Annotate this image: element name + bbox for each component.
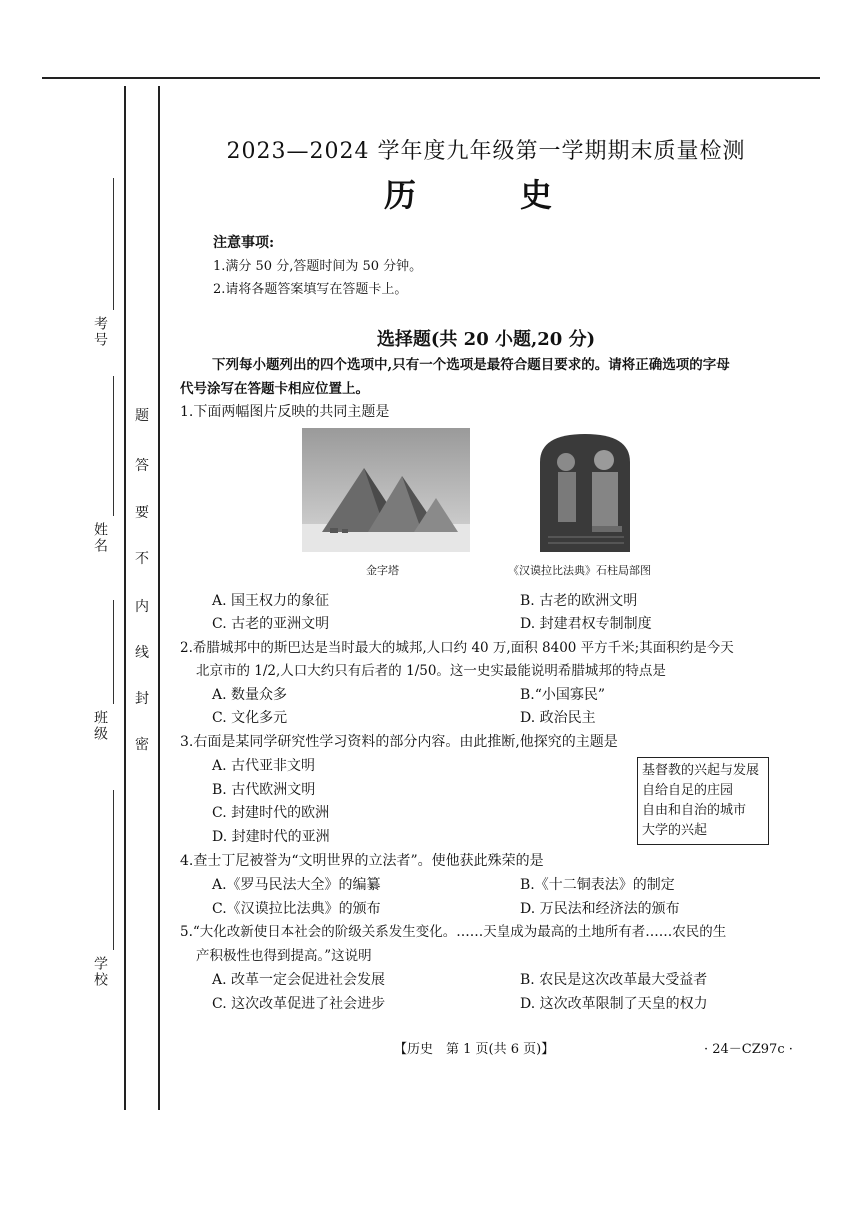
exam-number-line xyxy=(113,178,114,310)
option-b: B. 古代欧洲文明 xyxy=(212,782,316,798)
option-d: D. 封建时代的亚洲 xyxy=(212,829,330,845)
image-caption: 《汉谟拉比法典》石柱局部图 xyxy=(508,564,651,577)
question-stem: 2.希腊城邦中的斯巴达是当时最大的城邦,人口约 40 万,面积 8400 平方千米;其面积约是今天 xyxy=(180,640,734,656)
notice-item: 2.请将各题答案填写在答题卡上。 xyxy=(213,282,408,297)
class-line xyxy=(113,600,114,704)
image-caption: 金字塔 xyxy=(366,564,399,577)
binding-line-right xyxy=(158,86,160,1110)
question-stem: 5.“大化改新使日本社会的阶级关系发生变化。……天皇成为最高的土地所有者……农民的生 xyxy=(180,924,727,940)
research-material-box xyxy=(637,757,769,845)
option-b: B.“小国寡民” xyxy=(520,687,606,703)
box-item: 大学的兴起 xyxy=(642,823,708,838)
question-stem: 3.右面是某同学研究性学习资料的部分内容。由此推断,他探究的主题是 xyxy=(180,734,618,750)
name-line xyxy=(113,376,114,516)
option-a: A. 古代亚非文明 xyxy=(212,758,316,774)
option-c: C.《汉谟拉比法典》的颁布 xyxy=(212,901,381,917)
seal-char: 不 xyxy=(135,551,149,567)
class-label: 班级 xyxy=(92,710,108,742)
question-stem: 4.查士丁尼被誉为“文明世界的立法者”。使他获此殊荣的是 xyxy=(180,853,544,869)
option-c: C. 文化多元 xyxy=(212,710,288,726)
pyramid-image xyxy=(302,428,470,552)
option-a: A. 国王权力的象征 xyxy=(212,593,330,609)
school-line xyxy=(113,790,114,950)
question-stem: 1.下面两幅图片反映的共同主题是 xyxy=(180,404,390,420)
option-d: D. 万民法和经济法的颁布 xyxy=(520,901,680,917)
question-stem: 产积极性也得到提高。”这说明 xyxy=(196,948,372,964)
option-b: B. 古老的欧洲文明 xyxy=(520,593,638,609)
page-number: 【历史 第 1 页(共 6 页)】 xyxy=(394,1042,555,1057)
option-c: C. 封建时代的欧洲 xyxy=(212,805,330,821)
notice-heading: 注意事项: xyxy=(213,235,275,251)
option-d: D. 封建君权专制制度 xyxy=(520,616,652,632)
option-d: D. 政治民主 xyxy=(520,710,596,726)
hammurabi-stele-image xyxy=(532,432,638,552)
option-b: B.《十二铜表法》的制定 xyxy=(520,877,675,893)
box-item: 自给自足的庄园 xyxy=(642,783,734,798)
seal-char: 要 xyxy=(135,505,149,521)
seal-char: 答 xyxy=(135,458,149,474)
exam-number-label: 考号 xyxy=(92,316,108,348)
subject-title: 历 史 xyxy=(383,176,588,214)
option-a: A. 改革一定会促进社会发展 xyxy=(212,972,386,988)
box-item: 自由和自治的城市 xyxy=(642,803,747,818)
seal-char: 线 xyxy=(135,645,149,661)
option-c: C. 这次改革促进了社会进步 xyxy=(212,996,386,1012)
binding-line-left xyxy=(124,86,126,1110)
school-label: 学校 xyxy=(92,956,108,988)
exam-title: 2023—2024 学年度九年级第一学期期末质量检测 xyxy=(226,139,746,164)
option-a: A. 数量众多 xyxy=(212,687,288,703)
option-c: C. 古老的亚洲文明 xyxy=(212,616,330,632)
seal-char: 题 xyxy=(135,408,149,424)
paper-code: · 24－CZ97c · xyxy=(704,1042,793,1057)
seal-char: 内 xyxy=(135,599,149,615)
seal-char: 封 xyxy=(135,691,149,707)
name-label: 姓名 xyxy=(92,522,108,554)
top-rule xyxy=(42,77,820,79)
section-instruction: 下列每小题列出的四个选项中,只有一个选项是最符合题目要求的。请将正确选项的字母 xyxy=(212,357,730,373)
option-b: B. 农民是这次改革最大受益者 xyxy=(520,972,708,988)
seal-char: 密 xyxy=(135,737,149,753)
section-title: 选择题(共 20 小题,20 分) xyxy=(376,329,596,350)
box-item: 基督教的兴起与发展 xyxy=(642,763,760,778)
option-a: A.《罗马民法大全》的编纂 xyxy=(212,877,381,893)
section-instruction: 代号涂写在答题卡相应位置上。 xyxy=(180,381,369,397)
notice-item: 1.满分 50 分,答题时间为 50 分钟。 xyxy=(213,259,423,274)
question-stem: 北京市的 1/2,人口大约只有后者的 1/50。这一史实最能说明希腊城邦的特点是 xyxy=(196,663,666,679)
option-d: D. 这次改革限制了天皇的权力 xyxy=(520,996,708,1012)
